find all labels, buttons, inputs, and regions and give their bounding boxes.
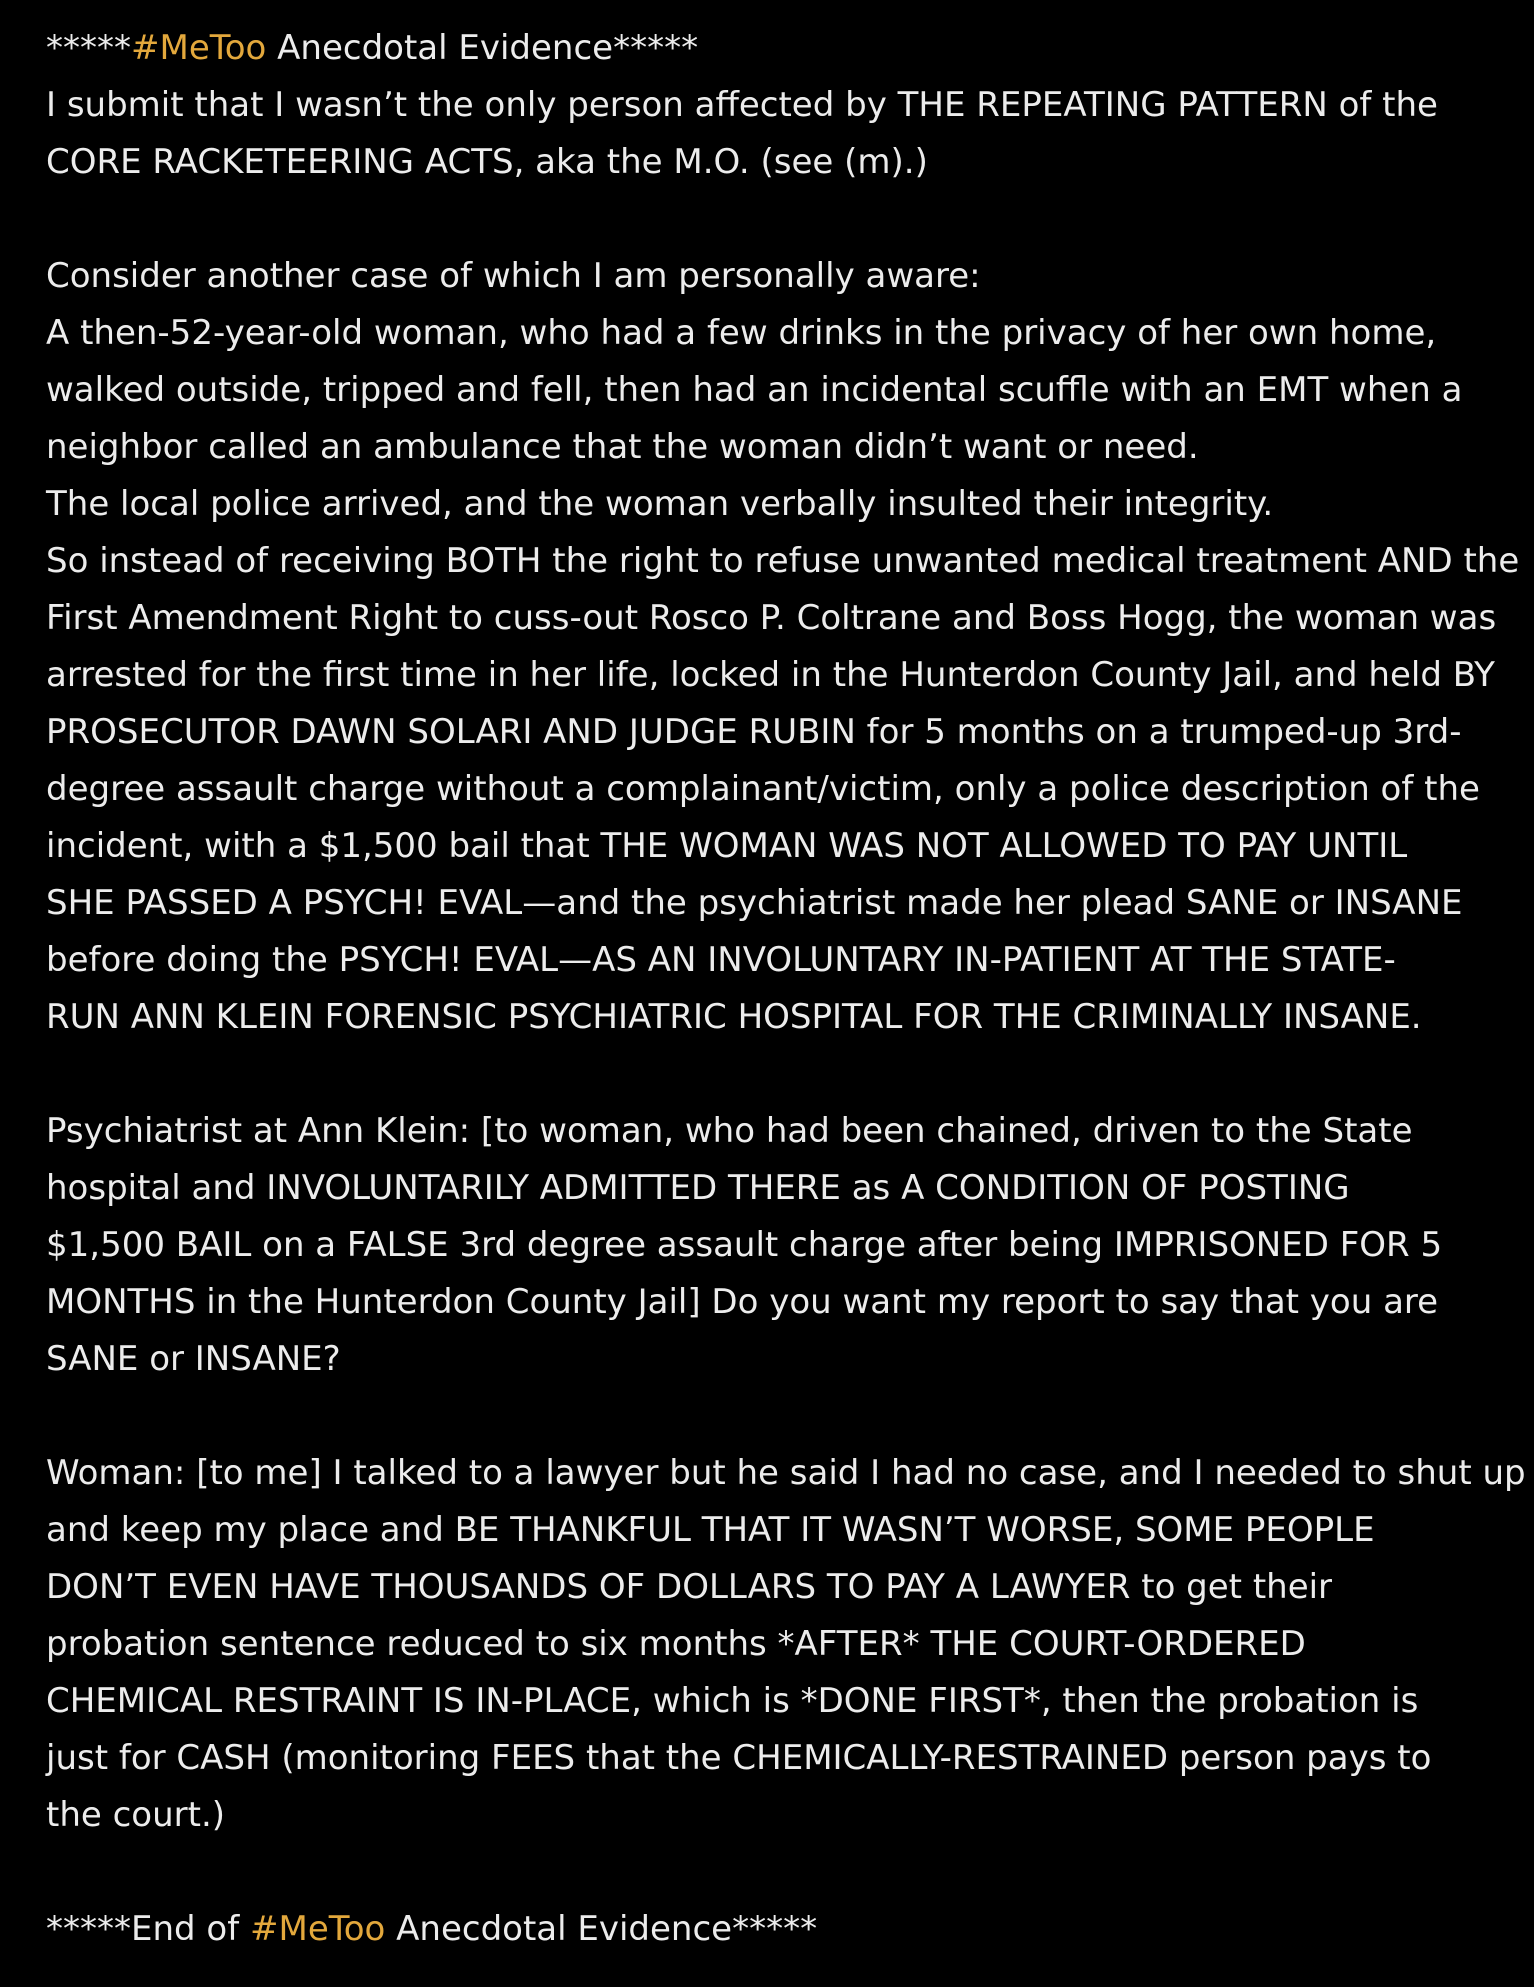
text-line: $1,500 BAIL on a FALSE 3rd degree assault charge after being IMPRISONED FOR 5 — [46, 1225, 1443, 1265]
footer-suffix: Anecdotal Evidence***** — [385, 1909, 818, 1949]
text-line: The local police arrived, and the woman verbally insulted their integrity. — [46, 484, 1274, 524]
text-line: hospital and INVOLUNTARILY ADMITTED THERE as A CONDITION OF POSTING — [46, 1168, 1350, 1208]
text-line: SHE PASSED A PSYCH! EVAL—and the psychiatrist made her plead SANE or INSANE — [46, 883, 1463, 923]
note-footer — [46, 1901, 1506, 1958]
header-suffix: Anecdotal Evidence***** — [266, 28, 699, 68]
text-line: A then-52-year-old woman, who had a few drinks in the privacy of her own home, — [46, 313, 1437, 353]
text-line: SANE or INSANE? — [46, 1339, 341, 1379]
text-line: Psychiatrist at Ann Klein: [to woman, who had been chained, driven to the State — [46, 1111, 1413, 1151]
text-line: First Amendment Right to cuss-out Rosco P. Coltrane and Boss Hogg, the woman was — [46, 598, 1497, 638]
text-line: just for CASH (monitoring FEES that the CHEMICALLY-RESTRAINED person pays to — [46, 1738, 1432, 1778]
text-line: RUN ANN KLEIN FORENSIC PSYCHIATRIC HOSPITAL FOR THE CRIMINALLY INSANE. — [46, 997, 1422, 1037]
footer-prefix: *****End of — [46, 1909, 250, 1949]
text-line: MONTHS in the Hunterdon County Jail] Do you want my report to say that you are — [46, 1282, 1439, 1322]
text-line: I submit that I wasn’t the only person affected by THE REPEATING PATTERN of the — [46, 85, 1438, 125]
note-header — [46, 20, 1506, 77]
text-line: the court.) — [46, 1795, 226, 1835]
text-line: incident, with a $1,500 bail that THE WOMAN WAS NOT ALLOWED TO PAY UNTIL — [46, 826, 1408, 866]
paragraph-intro — [46, 77, 1506, 191]
text-line: So instead of receiving BOTH the right to refuse unwanted medical treatment AND the — [46, 541, 1520, 581]
header-hashtag[interactable]: #MeToo — [131, 28, 267, 68]
note-body — [46, 20, 1526, 1958]
paragraph-case — [46, 248, 1520, 1046]
text-line: DON’T EVEN HAVE THOUSANDS OF DOLLARS TO PAY A LAWYER to get their — [46, 1567, 1333, 1607]
paragraph-gap — [46, 1046, 1506, 1103]
text-line: and keep my place and BE THANKFUL THAT IT WASN’T WORSE, SOME PEOPLE — [46, 1510, 1375, 1550]
text-line: arrested for the first time in her life, locked in the Hunterdon County Jail, and held BY — [46, 655, 1495, 695]
text-line: probation sentence reduced to six months *AFTER* THE COURT-ORDERED — [46, 1624, 1306, 1664]
footer-hashtag[interactable]: #MeToo — [250, 1909, 386, 1949]
text-line: before doing the PSYCH! EVAL—AS AN INVOLUNTARY IN-PATIENT AT THE STATE- — [46, 940, 1396, 980]
text-line: neighbor called an ambulance that the woman didn’t want or need. — [46, 427, 1199, 467]
text-line: PROSECUTOR DAWN SOLARI AND JUDGE RUBIN for 5 months on a trumped-up 3rd- — [46, 712, 1462, 752]
text-line: Woman: [to me] I talked to a lawyer but he said I had no case, and I needed to shut up — [46, 1453, 1526, 1493]
paragraph-psychiatrist — [46, 1103, 1506, 1388]
paragraph-gap — [46, 1388, 1506, 1445]
text-line: walked outside, tripped and fell, then had an incidental scuffle with an EMT when a — [46, 370, 1463, 410]
text-line: CHEMICAL RESTRAINT IS IN-PLACE, which is *DONE FIRST*, then the probation is — [46, 1681, 1419, 1721]
text-line: Consider another case of which I am personally aware: — [46, 256, 981, 296]
text-line: CORE RACKETEERING ACTS, aka the M.O. (see (m).) — [46, 142, 928, 182]
header-prefix: ***** — [46, 28, 131, 68]
paragraph-woman — [46, 1445, 1526, 1844]
paragraph-gap — [46, 1844, 1506, 1901]
paragraph-gap — [46, 191, 1506, 248]
text-line: degree assault charge without a complainant/victim, only a police description of the — [46, 769, 1480, 809]
